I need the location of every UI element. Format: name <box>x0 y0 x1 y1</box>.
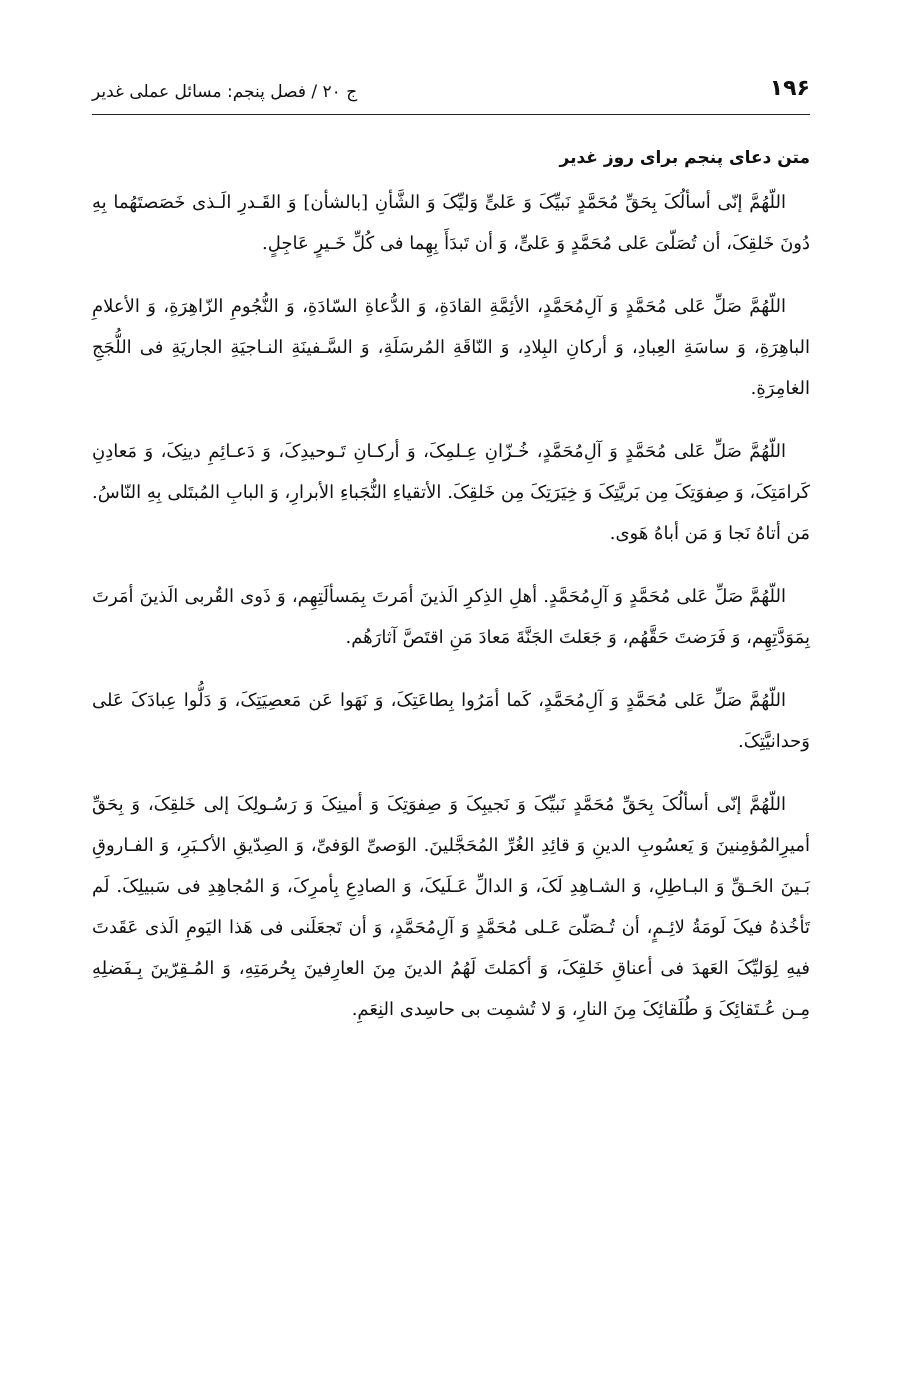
page-number: ۱۹۶ <box>769 76 810 101</box>
page-content <box>92 148 810 1052</box>
running-head: ج ۲۰ / فصل پنجم: مسائل عملی غدیر <box>92 82 358 102</box>
prayer-paragraph: اللّهُمَّ صَلِّ عَلی مُحَمَّدٍ وَ آلِ‌مُحَمَّدٍ. أهلِ الذِکرِ الَذینَ أمَرتَ بِمَسألَتِهِم، وَ ذَوی القُربی الَذینَ أمَرتَ بِمَوَدَّتِهِم، وَ فَرَضتَ حَقَّهُم، وَ جَعَلتَ الجَنَّةَ مَعادَ مَنِ اقتَصَّ آثارَهُم. <box>92 586 810 648</box>
prayer-paragraph: اللّهُمَّ صَلِّ عَلی مُحَمَّدٍ وَ آلِ‌مُحَمَّدٍ، الأئِمَّةِ القادَةِ، وَ الدُّعاةِ السّادَةِ، وَ النُّجُومِ الزّاهِرَةِ، وَ الأعلامِ الباهِرَةِ، وَ ساسَةِ العِبادِ، وَ أرکانِ البِلادِ، وَ النّاقَةِ المُرسَلَةِ، وَ السَّـفینَةِ النـاجیَةِ الجاریَةِ فی اللُّجَجِ الغامِرَةِ. <box>92 296 810 399</box>
page-header <box>92 74 810 115</box>
prayer-paragraph: اللّهُمَّ إنّی أسألُکَ بِحَقِّ مُحَمَّدٍ نَبیِّکَ وَ عَلیٍّ وَلیِّکَ وَ الشَّأنِ [بالشأن] وَ القَـدرِ الَـذی خَصَصتَهُما بِهِ دُونَ خَلقِکَ، أن تُصَلّیَ عَلی مُحَمَّدٍ وَ عَلیٍّ، وَ أن تَبدَأَ بِهِما فی کُلِّ خَـیرٍ عَاجِلٍ. <box>92 192 810 254</box>
prayer-paragraph: اللّهُمَّ إنّی أسألُکَ بِحَقِّ مُحَمَّدٍ نَبیِّکَ وَ نَجیبِکَ وَ صِفوَتِکَ وَ أمینِکَ وَ رَسُـولِکَ إلی خَلقِکَ، وَ بِحَقِّ أمیرِالمُؤمِنینَ وَ یَعسُوبِ الدینِ وَ قائِدِ الغُرِّ المُحَجَّلینَ. الوَصیِّ الوَفیِّ، وَ الصِدّیقِ الأکـبَرِ، وَ الفـاروقِ بَـینَ الحَـقِّ وَ البـاطِلِ، وَ الشـاهِدِ لَکَ، وَ الدالِّ عَـلَیکَ، وَ الصادِعِ بِأمرِکَ، وَ المُجاهِدِ فی سَبیلِکَ. لَم تَأخُذهُ فیکَ لَومَةُ لائِـمٍ، أن تُـصَلّیَ عَـلی مُحَمَّدٍ وَ آلِ‌مُحَمَّدٍ، وَ أن تَجعَلَنی فی هَذا الیَومِ الَذی عَقَدتَ فیهِ لِوَلیِّکَ العَهدَ فی أعناقِ خَلقِکَ، وَ أکمَلتَ لَهُمُ الدینَ مِنَ العارِفینَ بِحُرمَتِهِ، وَ المُـقِرّینَ بِـفَضلِهِ مِـن عُـتَقائِکَ وَ طُلَقائِکَ مِنَ النارِ، وَ لا تُشمِت بی حاسِدی النِعَمِ. <box>92 794 810 1020</box>
prayer-paragraph: اللّهُمَّ صَلِّ عَلی مُحَمَّدٍ وَ آلِ‌مُحَمَّدٍ، خُـزّانِ عِـلمِکَ، وَ أرکـانِ تَـوحیدِکَ، وَ دَعـائِمِ دینِکَ، وَ مَعادِنِ کَرامَتِکَ، وَ صِفوَتِکَ مِن بَریَّتِکَ وَ خِیَرَتِکَ مِن خَلقِکَ. الأتقیاءِ النُّجَباءِ الأبرارِ، وَ البابِ المُبتَلی بِهِ النّاسُ. مَن أتاهُ نَجا وَ مَن أباهُ هَوی. <box>92 441 810 544</box>
book-page <box>92 0 810 1390</box>
prayer-paragraph: اللّهُمَّ صَلِّ عَلی مُحَمَّدٍ وَ آلِ‌مُحَمَّدٍ، کَما أمَرُوا بِطاعَتِکَ، وَ نَهَوا عَن مَعصِیَتِکَ، وَ دَلُّوا عِبادَکَ عَلی وَحدانیَّتِکَ. <box>92 690 810 752</box>
section-title: متن دعای پنجم برای روز غدیر <box>559 148 810 168</box>
